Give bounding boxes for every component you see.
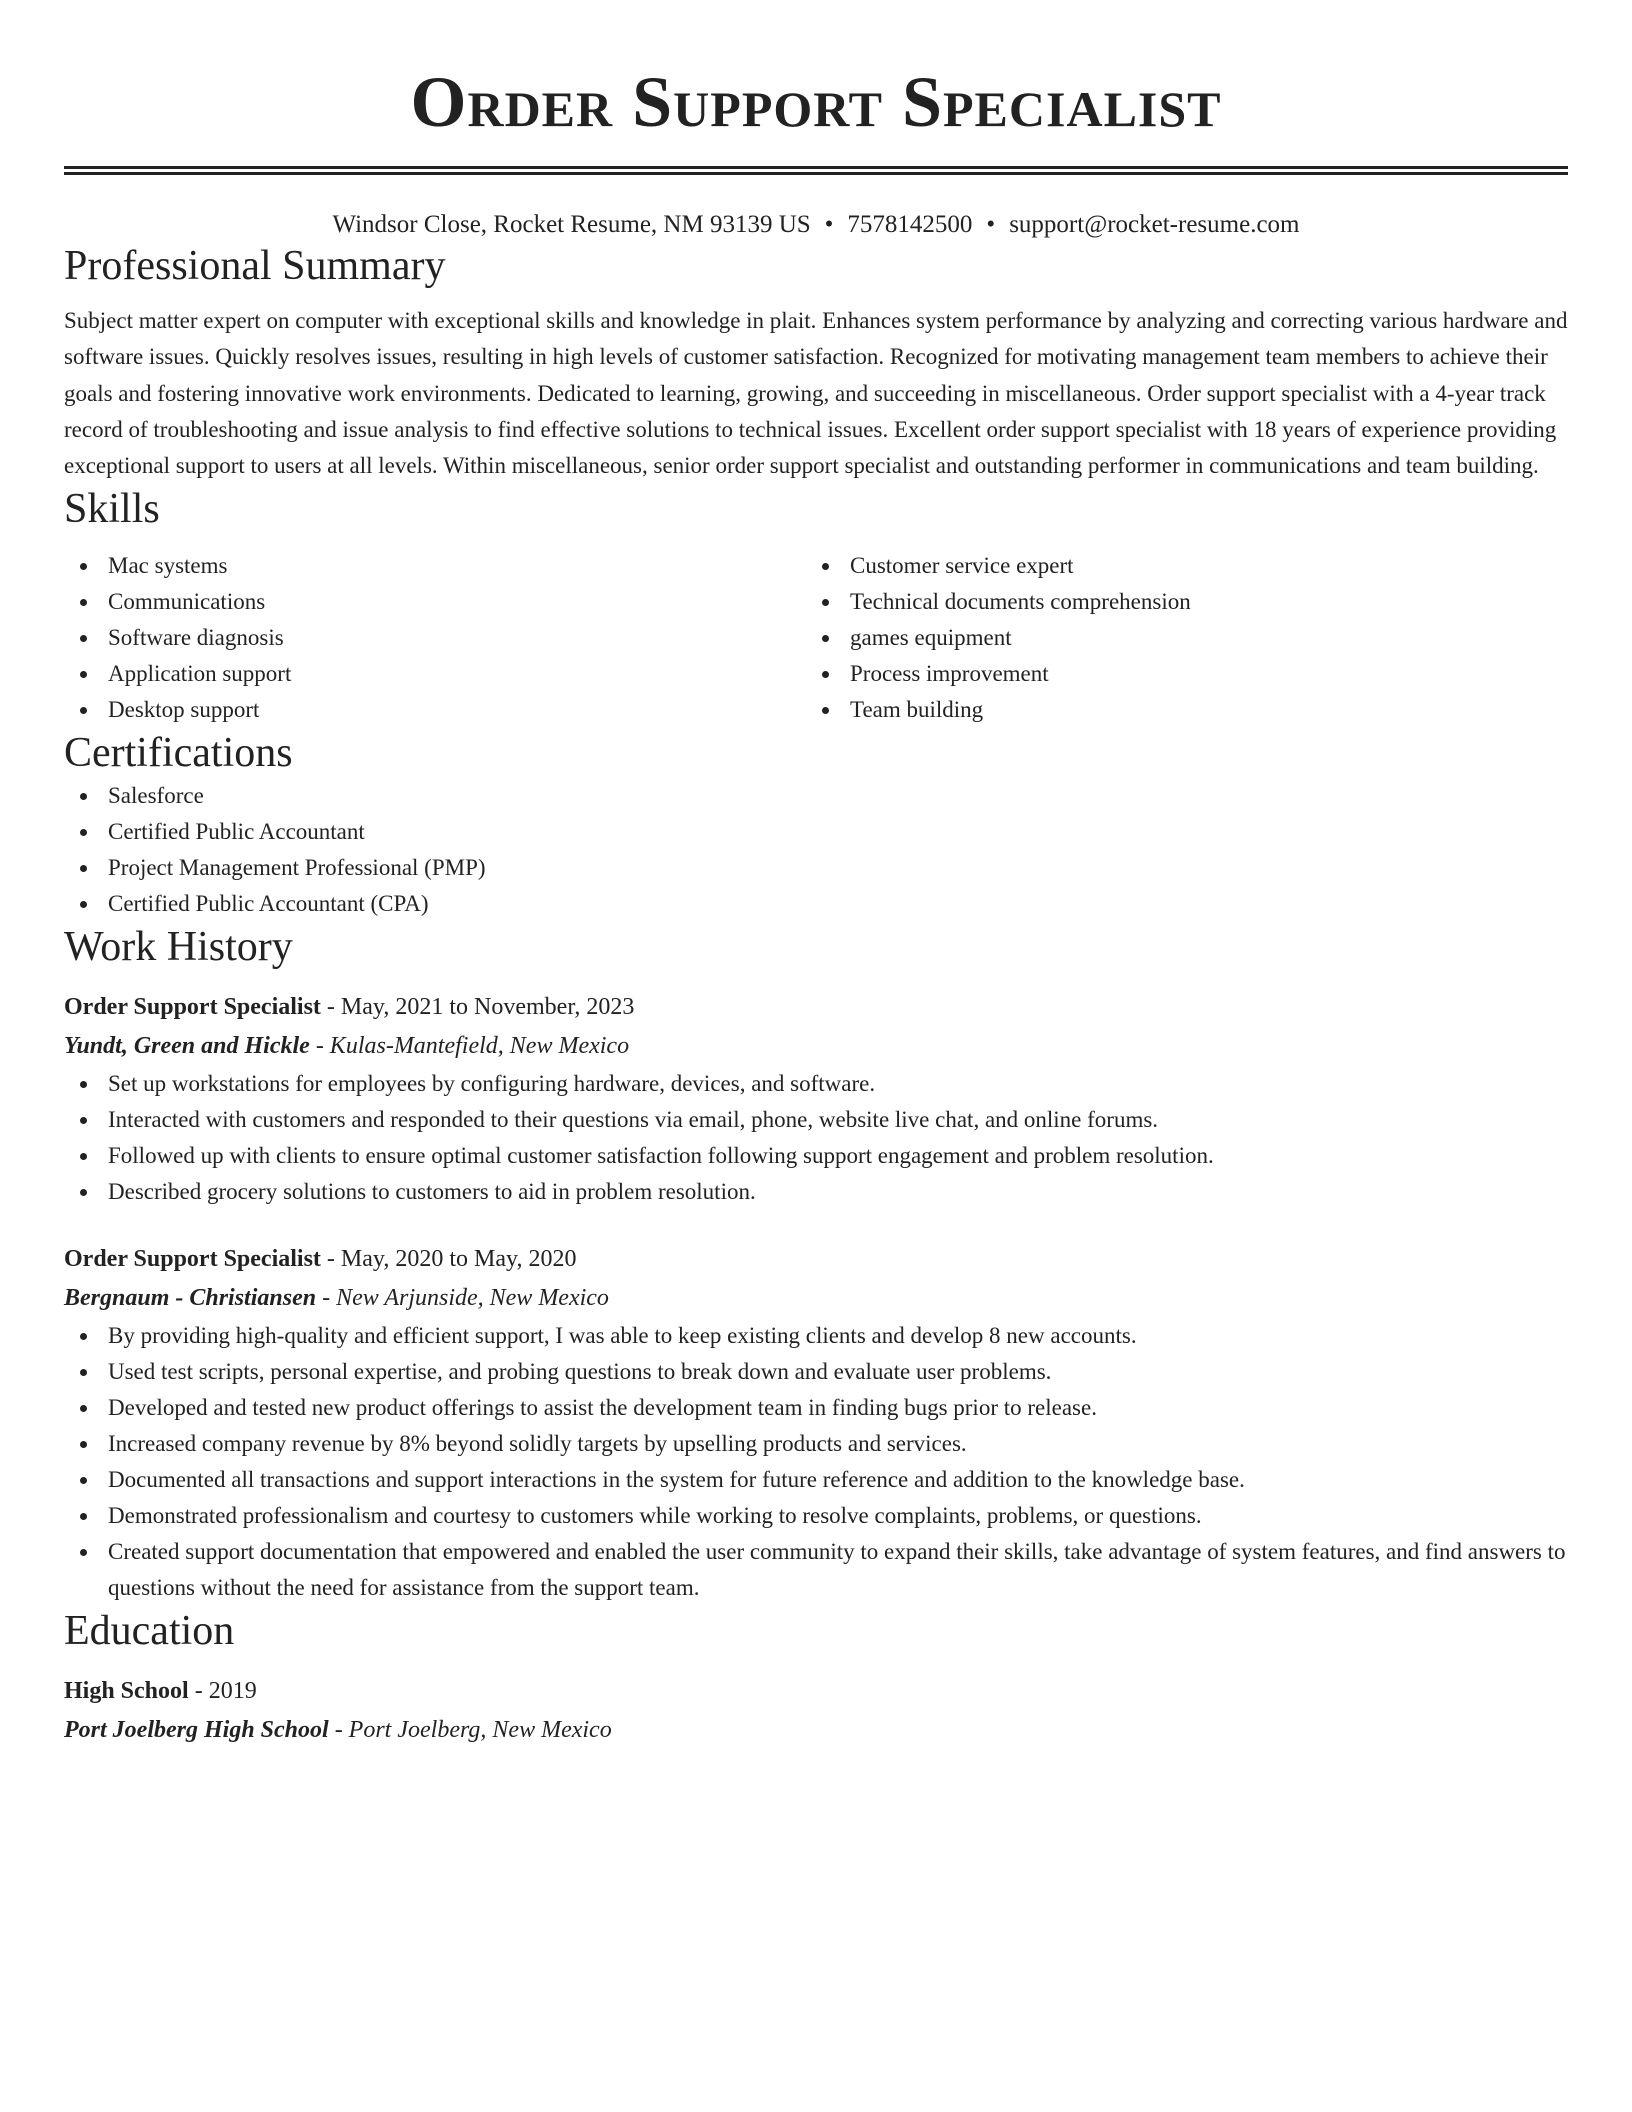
skills-list-left <box>64 548 806 728</box>
job-duty-item: Followed up with clients to ensure optimal customer satisfaction following support engagement and problem resolution. <box>64 1138 1568 1174</box>
job-duty-item: Documented all transactions and support interactions in the system for future reference and addition to the knowledge base. <box>64 1462 1568 1498</box>
job-entry <box>64 1240 1568 1606</box>
education-degree: High School <box>64 1678 189 1705</box>
certification-item: Certified Public Accountant (CPA) <box>64 886 1568 922</box>
skill-item: Mac systems <box>64 548 806 584</box>
skills-columns <box>64 548 1568 728</box>
education-school: Port Joelberg High School <box>64 1717 329 1744</box>
skill-item: Application support <box>64 656 806 692</box>
education-heading: Education <box>64 1608 235 1655</box>
job-duty-item: Set up workstations for employees by configuring hardware, devices, and software. <box>64 1066 1568 1102</box>
job-entry <box>64 988 1568 1210</box>
job-company: Yundt, Green and Hickle <box>64 1033 310 1060</box>
contact-email: support@rocket-resume.com <box>1009 211 1300 238</box>
job-duty-item: Created support documentation that empowered and enabled the user community to expand their skills, take advantage of system features, and find answers to questions without the need for assistance from the support team. <box>64 1534 1568 1606</box>
skill-item: games equipment <box>806 620 1548 656</box>
job-duty-item: Developed and tested new product offerings to assist the development team in finding bugs prior to release. <box>64 1390 1568 1426</box>
skill-item: Customer service expert <box>806 548 1548 584</box>
job-title: Order Support Specialist <box>64 994 321 1021</box>
job-employer <box>64 1027 1568 1066</box>
certifications-heading: Certifications <box>64 730 293 777</box>
job-header <box>64 1240 1568 1279</box>
skill-item: Process improvement <box>806 656 1548 692</box>
skill-item: Desktop support <box>64 692 806 728</box>
skills-list-right <box>806 548 1548 728</box>
job-duty-item: By providing high-quality and efficient support, I was able to keep existing clients and develop 8 new accounts. <box>64 1318 1568 1354</box>
skill-item: Team building <box>806 692 1548 728</box>
certification-item: Certified Public Accountant <box>64 814 1568 850</box>
education-location: - Port Joelberg, New Mexico <box>334 1717 612 1744</box>
summary-text: Subject matter expert on computer with exceptional skills and knowledge in plait. Enhances system performance by analyzing and correcting various hardware and software issues. Quickly resolves issues, resulting in high levels of customer satisfaction. Recognized for motivating management team members to achieve their goals and fostering innovative work environments. Dedicated to learning, growing, and succeeding in miscellaneous. Order support specialist with a 4-year track record of troubleshooting and issue analysis to find effective solutions to technical issues. Excellent order support specialist with 18 years of experience providing exceptional support to users at all levels. Within miscellaneous, senior order support specialist and outstanding performer in communications and team building. <box>64 308 1568 479</box>
summary-heading: Professional Summary <box>64 243 446 289</box>
contact-line <box>64 209 1568 241</box>
resume-title: Order Support Specialist <box>410 62 1222 142</box>
job-duty-item: Interacted with customers and responded to their questions via email, phone, website live chat, and online forums. <box>64 1102 1568 1138</box>
job-dates: - May, 2021 to November, 2023 <box>326 994 635 1021</box>
contact-separator: • <box>986 211 996 238</box>
certifications-list <box>64 778 1568 922</box>
certification-item: Salesforce <box>64 778 1568 814</box>
job-duty-item: Used test scripts, personal expertise, and probing questions to break down and evaluate user problems. <box>64 1354 1568 1390</box>
job-location: - New Arjunside, New Mexico <box>322 1285 609 1312</box>
contact-separator: • <box>824 211 834 238</box>
contact-phone: 7578142500 <box>847 211 973 238</box>
skills-heading: Skills <box>64 486 160 533</box>
education-degree-line <box>64 1672 1568 1711</box>
job-duty-item: Increased company revenue by 8% beyond solidly targets by upselling products and services. <box>64 1426 1568 1462</box>
job-location: - Kulas-Mantefield, New Mexico <box>315 1033 630 1060</box>
job-title: Order Support Specialist <box>64 1246 321 1273</box>
job-employer <box>64 1279 1568 1318</box>
contact-address: Windsor Close, Rocket Resume, NM 93139 US <box>332 211 811 238</box>
education-year: - 2019 <box>194 1678 257 1705</box>
certification-item: Project Management Professional (PMP) <box>64 850 1568 886</box>
job-duty-item: Demonstrated professionalism and courtesy to customers while working to resolve complaints, problems, or questions. <box>64 1498 1568 1534</box>
education-entry <box>64 1672 1568 1750</box>
job-duties-list <box>64 1318 1568 1606</box>
skill-item: Software diagnosis <box>64 620 806 656</box>
education-school-line <box>64 1711 1568 1750</box>
job-duty-item: Described grocery solutions to customers to aid in problem resolution. <box>64 1174 1568 1210</box>
job-company: Bergnaum - Christiansen <box>64 1285 317 1312</box>
work-history-heading: Work History <box>64 924 293 971</box>
job-duties-list <box>64 1066 1568 1210</box>
title-divider <box>64 166 1568 175</box>
skill-item: Communications <box>64 584 806 620</box>
job-dates: - May, 2020 to May, 2020 <box>326 1246 577 1273</box>
job-header <box>64 988 1568 1027</box>
skill-item: Technical documents comprehension <box>806 584 1548 620</box>
